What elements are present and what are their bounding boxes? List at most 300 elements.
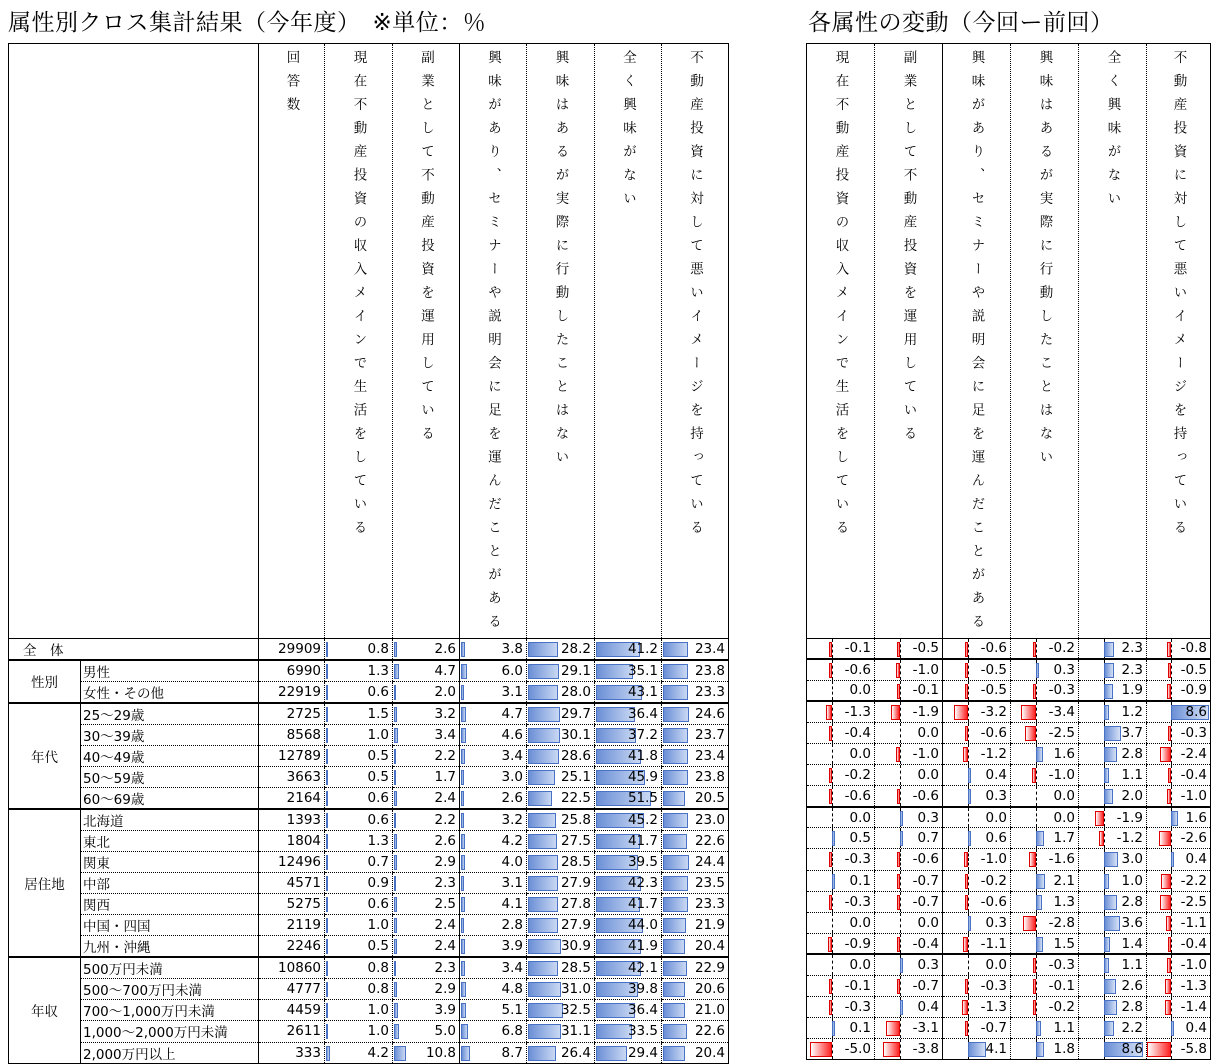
diff-bar [1104,684,1113,699]
diff-bar [897,979,900,994]
value-bar [394,707,397,722]
value-text: 24.6 [694,705,725,722]
zero-axis [832,997,833,1017]
value-cell [393,681,460,703]
diff-text: 8.6 [1121,1041,1143,1058]
diff-bar [965,663,968,678]
diff-text: 1.1 [1121,767,1143,784]
table-row [9,851,729,872]
diff-text: 1.5 [1053,935,1075,952]
diff-bar [965,684,968,699]
zero-axis [968,955,969,975]
diff-bar [965,726,968,741]
value-text: 0.8 [367,960,389,977]
diff-cell [875,786,943,807]
diff-text: -1.0 [1048,767,1075,784]
diff-bar [886,1021,900,1036]
table-row [9,979,729,1000]
value-text: 1.0 [367,1023,389,1040]
count-cell: 29909 [259,638,325,660]
diff-text: -2.5 [1048,724,1075,741]
value-cell [527,681,595,703]
value-bar [326,855,328,870]
diff-cell [1079,870,1147,891]
value-cell [393,1042,460,1063]
diff-cell [943,828,1011,849]
diff-cell [875,807,943,828]
zero-axis [1036,723,1037,743]
value-text: 22.9 [694,960,725,977]
value-text: 27.5 [560,832,591,849]
value-text: 28.2 [560,640,591,657]
sub-label: 女性・その他 [81,681,259,703]
zero-axis [900,660,901,680]
diff-cell [1147,870,1211,891]
diff-cell [1079,828,1147,849]
value-bar [461,1024,468,1039]
diff-text: -0.6 [980,640,1007,657]
value-text: 3.8 [501,640,523,657]
diff-text: -3.2 [980,704,1007,721]
value-bar [663,1024,687,1039]
value-bar [326,1003,328,1018]
diff-cell [875,849,943,870]
diff-text: 3.6 [1121,914,1143,931]
diff-cell [1147,765,1211,786]
count-cell: 3663 [259,766,325,787]
value-text: 2.9 [434,981,456,998]
value-text: 28.5 [560,960,591,977]
value-bar [461,791,464,806]
diff-cell [807,849,875,870]
value-text: 4.0 [501,853,523,870]
value-cell [527,787,595,809]
value-bar [326,961,328,976]
diff-bar [829,642,832,657]
count-cell: 2725 [259,703,325,725]
value-cell [460,703,527,725]
diff-text: -0.5 [980,682,1007,699]
value-text: 0.6 [367,811,389,828]
diff-header-col-1: 現在不動産投資の収入メインで生活をしている [832,50,849,544]
diff-bar [1171,852,1174,867]
count-cell: 1393 [259,809,325,831]
diff-cell [875,933,943,954]
value-cell [393,957,460,979]
diff-header-col-6: 不動産投資に対して悪いイメージを持っている [1170,50,1187,544]
zero-axis [832,1039,833,1059]
value-bar [663,642,688,657]
value-cell [460,809,527,831]
diff-cell [875,1039,943,1060]
value-text: 3.2 [501,811,523,828]
value-cell [662,724,729,745]
value-cell [662,787,729,809]
zero-axis [968,997,969,1017]
value-bar [461,855,465,870]
sub-label: 500～700万円未満 [81,979,259,1000]
value-cell [595,787,662,809]
table-row [9,681,729,703]
zero-axis [832,702,833,722]
value-text: 2.3 [434,875,456,892]
table-row [9,872,729,893]
value-text: 23.3 [694,683,725,700]
diff-bar [829,789,832,804]
diff-cell [875,722,943,743]
table-row [9,787,729,809]
diff-cell [943,1039,1011,1060]
value-bar [528,685,558,700]
diff-cell [1079,954,1147,975]
value-bar [528,707,560,722]
value-text: 31.0 [560,981,591,998]
value-text: 51.5 [627,789,658,806]
value-text: 1.5 [367,705,389,722]
value-bar [663,1046,685,1061]
value-bar [528,1046,556,1061]
value-cell [393,979,460,1000]
diff-bar [1023,916,1036,931]
count-cell: 333 [259,1042,325,1063]
value-cell [527,1000,595,1021]
diff-text: -2.5 [1180,893,1207,910]
diff-cell [1079,976,1147,997]
value-text: 8.7 [501,1044,523,1061]
value-text: 32.5 [560,1002,591,1019]
value-bar [596,1024,632,1039]
diff-text: -2.4 [1180,746,1207,763]
diff-text: -0.3 [844,999,871,1016]
diff-text: -1.0 [912,746,939,763]
diff-text: -0.5 [912,640,939,657]
value-text: 20.4 [694,938,725,955]
count-cell: 4777 [259,979,325,1000]
value-cell [662,851,729,872]
diff-bar [1036,937,1043,952]
table-row [9,745,729,766]
diff-cell [875,891,943,912]
diff-row [807,680,1211,701]
diff-cell [1147,912,1211,933]
diff-text: -0.9 [1180,682,1207,699]
diff-cell [943,933,1011,954]
value-text: 23.7 [694,726,725,743]
diff-cell [807,976,875,997]
diff-cell [1079,701,1147,722]
value-text: 2.8 [501,917,523,934]
value-bar [528,813,556,828]
value-bar [663,707,689,722]
value-bar [326,770,328,785]
diff-row [807,786,1211,807]
diff-cell [807,891,875,912]
value-bar [461,664,467,679]
diff-bar [810,1042,833,1057]
diff-text: -0.8 [1180,640,1207,657]
value-text: 0.6 [367,896,389,913]
diff-cell [1147,743,1211,764]
diff-row [807,701,1211,722]
value-cell [393,766,460,787]
diff-row [807,722,1211,743]
diff-cell [807,786,875,807]
value-cell [662,979,729,1000]
table-row [9,724,729,745]
diff-row [807,997,1211,1018]
value-cell [325,681,393,703]
diff-text: -0.3 [1048,682,1075,699]
diff-cell [1147,891,1211,912]
diff-text: 3.0 [1121,851,1143,868]
value-text: 0.6 [367,683,389,700]
value-bar [528,855,558,870]
diff-row [807,933,1211,954]
diff-bar [897,895,900,910]
value-cell [325,851,393,872]
value-cell [527,660,595,682]
value-cell [460,979,527,1000]
zero-axis [900,702,901,722]
diff-cell [1011,659,1079,680]
count-cell: 2119 [259,915,325,936]
diff-bar [900,811,903,826]
diff-text: -3.1 [912,1020,939,1037]
value-bar [326,1024,328,1039]
diff-bar [1167,642,1171,657]
diff-cell [1147,701,1211,722]
value-cell [662,745,729,766]
diff-cell [1011,765,1079,786]
zero-axis [1171,976,1172,996]
diff-text: 0.0 [1053,787,1075,804]
diff-cell [1011,954,1079,975]
value-text: 25.8 [560,811,591,828]
diff-text: 0.4 [1185,1020,1207,1037]
diff-row [807,659,1211,680]
zero-axis [1036,997,1037,1017]
value-text: 41.8 [627,747,658,764]
table-row [9,894,729,915]
diff-cell [1011,997,1079,1018]
diff-bar [965,874,968,889]
diff-text: -0.3 [980,978,1007,995]
value-cell [460,745,527,766]
value-bar [528,918,558,933]
diff-cell [807,743,875,764]
value-text: 22.6 [694,1023,725,1040]
value-cell [393,872,460,893]
value-text: 36.4 [627,1002,658,1019]
value-cell [325,745,393,766]
diff-text: -0.1 [1048,978,1075,995]
value-text: 6.8 [501,1023,523,1040]
sub-label: 500万円未満 [81,957,259,979]
sub-label: 1,000～2,000万円未満 [81,1021,259,1042]
diff-cell [1079,1039,1147,1060]
diff-text: 0.3 [917,809,939,826]
diff-text: -0.3 [844,893,871,910]
sub-label: 60～69歳 [81,787,259,809]
diff-cell [1147,976,1211,997]
diff-cell [943,680,1011,701]
diff-bar [1104,789,1113,804]
diff-bar [897,937,900,952]
diff-cell [875,870,943,891]
zero-axis [832,744,833,764]
diff-cell [943,722,1011,743]
diff-bar [1036,895,1042,910]
value-cell [325,724,393,745]
value-text: 23.4 [694,640,725,657]
diff-text: -0.7 [980,1020,1007,1037]
value-cell [595,851,662,872]
diff-bar [1104,874,1109,889]
diff-bar [1104,768,1109,783]
value-text: 20.6 [694,981,725,998]
value-text: 36.4 [627,705,658,722]
diff-cell [943,891,1011,912]
value-cell [527,979,595,1000]
value-cell [662,766,729,787]
header-col-5: 全く興味がない [620,50,636,215]
value-bar [461,876,464,891]
zero-axis [832,955,833,975]
value-text: 39.8 [627,981,658,998]
diff-text: 0.6 [985,830,1007,847]
value-text: 0.5 [367,747,389,764]
diff-text: -0.1 [844,640,871,657]
diff-bar [1104,979,1116,994]
value-text: 41.2 [627,640,658,657]
value-text: 2.2 [434,747,456,764]
value-text: 28.5 [560,853,591,870]
main-table-title: 属性別クロス集計結果（今年度） ※単位：％ [8,10,487,36]
diff-text: 0.0 [985,809,1007,826]
value-cell [595,872,662,893]
value-bar [663,939,685,954]
value-cell [393,809,460,831]
value-cell [595,1042,662,1063]
table-row [9,809,729,831]
table-row [9,915,729,936]
zero-axis [1036,681,1037,701]
value-text: 2.0 [434,683,456,700]
value-bar [528,642,558,657]
header-count: 回答数 [283,50,300,121]
value-cell [527,936,595,958]
diff-table [806,43,1211,1060]
value-text: 27.9 [560,875,591,892]
value-cell [662,936,729,958]
diff-text: 0.0 [1053,809,1075,826]
value-cell [460,766,527,787]
diff-cell [875,701,943,722]
zero-axis [1036,808,1037,828]
value-text: 23.8 [694,662,725,679]
value-bar [394,961,396,976]
value-cell [662,681,729,703]
diff-text: 0.3 [985,787,1007,804]
value-bar [663,876,688,891]
diff-cell [807,1018,875,1039]
diff-cell [943,786,1011,807]
count-cell: 10860 [259,957,325,979]
diff-bar [1021,705,1036,720]
diff-cell [875,659,943,680]
diff-text: -0.4 [844,724,871,741]
value-text: 1.0 [367,917,389,934]
diff-text: -2.8 [1048,914,1075,931]
value-bar [394,770,396,785]
zero-axis [968,660,969,680]
diff-row [807,849,1211,870]
value-text: 43.1 [627,683,658,700]
diff-cell [1011,1039,1079,1060]
value-cell [460,1000,527,1021]
diff-text: 3.7 [1121,724,1143,741]
value-text: 3.9 [434,1002,456,1019]
diff-row [807,1018,1211,1039]
value-cell [595,1021,662,1042]
diff-bar [832,1021,835,1036]
diff-bar [1104,663,1114,678]
diff-text: -0.6 [912,787,939,804]
diff-bar [828,937,832,952]
diff-bar [1036,663,1039,678]
value-text: 21.9 [694,917,725,934]
diff-bar [1104,705,1109,720]
value-cell [325,915,393,936]
value-cell [595,1000,662,1021]
value-cell [460,915,527,936]
value-bar [394,876,396,891]
diff-bar [1032,768,1037,783]
value-bar [663,664,688,679]
diff-bar [896,663,901,678]
value-bar [528,876,558,891]
diff-cell [943,743,1011,764]
diff-bar [897,684,900,699]
value-cell [527,638,595,660]
diff-text: -1.3 [844,704,871,721]
value-cell [460,851,527,872]
value-bar [394,664,399,679]
diff-cell [1079,659,1147,680]
diff-bar [829,726,832,741]
diff-cell [1079,933,1147,954]
diff-text: -0.3 [844,851,871,868]
value-bar [461,707,466,722]
value-text: 4.1 [501,896,523,913]
value-bar [394,897,397,912]
diff-text: -0.2 [1048,640,1075,657]
value-bar [461,1046,470,1061]
value-cell [460,787,527,809]
group-label: 年収 [9,957,81,1063]
value-text: 3.1 [501,875,523,892]
diff-bar [1104,642,1114,657]
zero-axis [1036,976,1037,996]
diff-text: 0.1 [849,872,871,889]
zero-axis [1036,702,1037,722]
diff-bar [1036,874,1045,889]
diff-row [807,1039,1211,1060]
diff-text: -1.2 [980,746,1007,763]
diff-text: 0.0 [917,724,939,741]
value-bar [461,813,464,828]
diff-text: -1.0 [980,851,1007,868]
